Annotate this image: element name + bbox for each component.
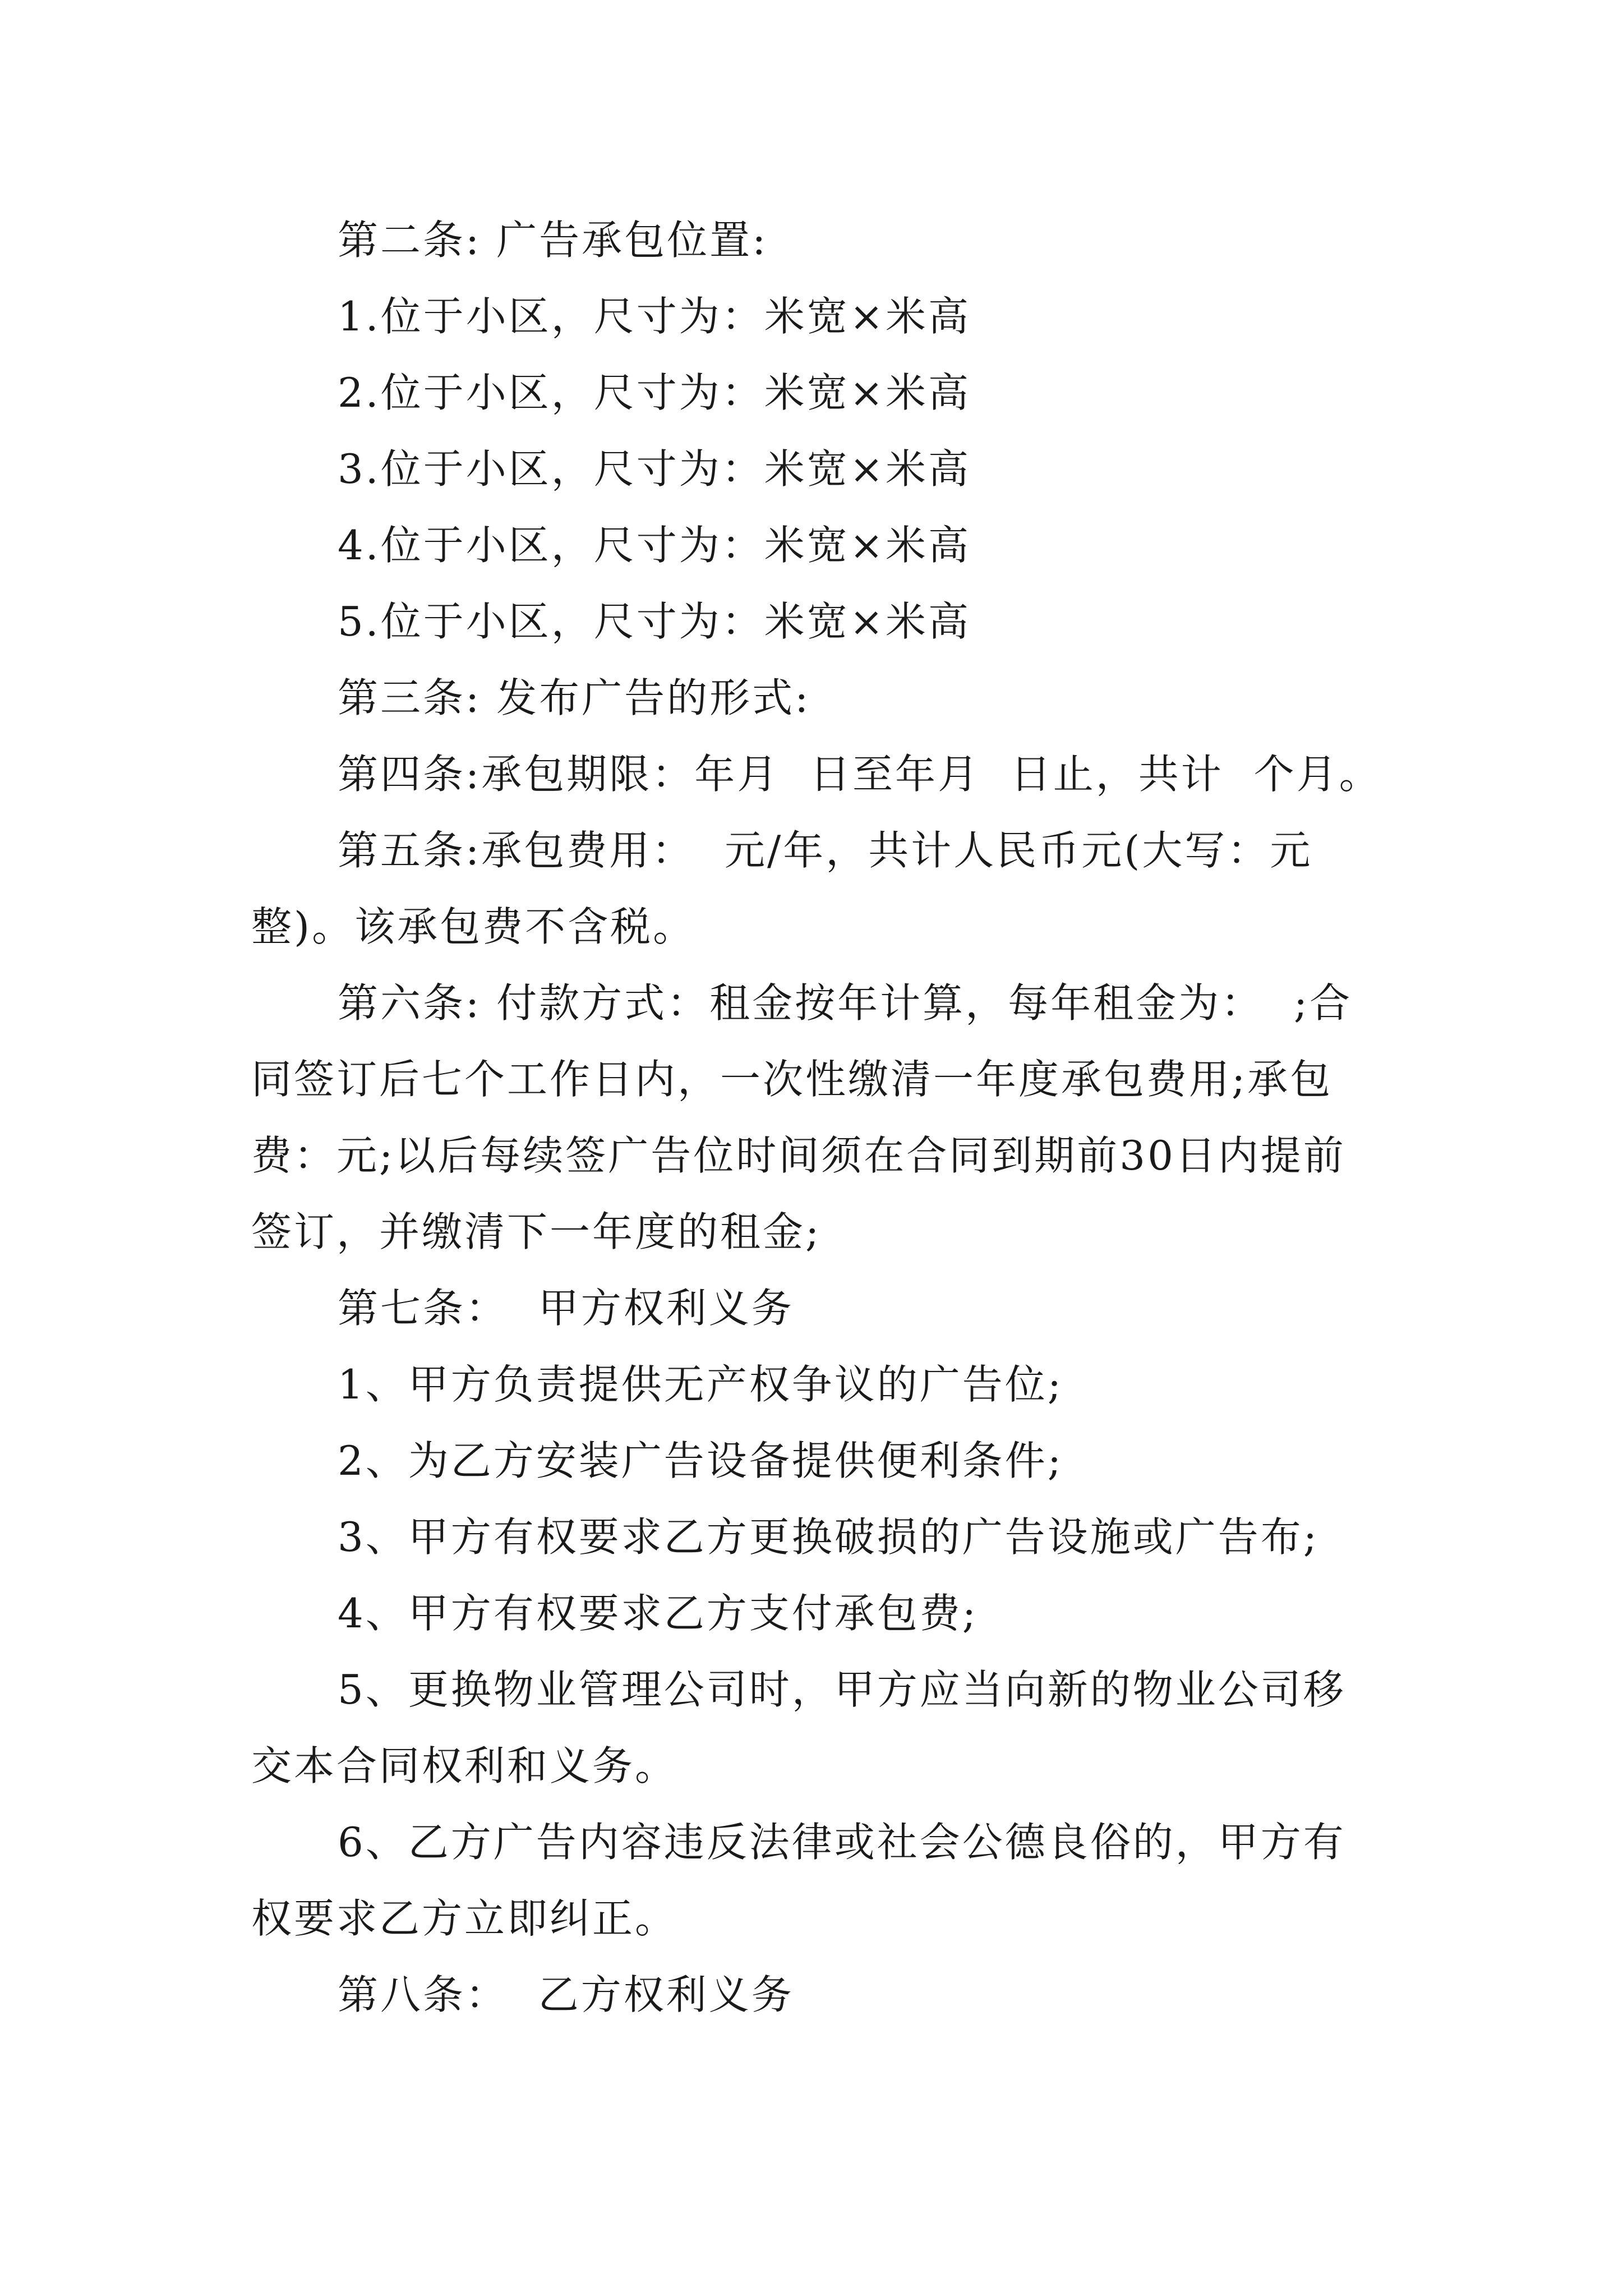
party-a-item-4: 4、甲方有权要求乙方支付承包费; <box>338 1590 979 1637</box>
article-5-fee-cont: 整)。该承包费不含税。 <box>251 903 696 950</box>
party-a-item-2: 2、为乙方安装广告设备提供便利条件; <box>338 1437 1064 1484</box>
location-item-3: 3.位于小区，尺寸为：米宽×米高 <box>338 445 971 493</box>
article-6-payment-cont-1: 同签订后七个工作日内，一次性缴清一年度承包费用;承包 <box>251 1056 1333 1103</box>
party-a-item-5: 5、更换物业管理公司时，甲方应当向新的物业公司移 <box>338 1666 1346 1713</box>
party-a-item-6-cont: 权要求乙方立即纠正。 <box>251 1895 678 1942</box>
location-item-4: 4.位于小区，尺寸为：米宽×米高 <box>338 522 971 569</box>
article-3-heading: 第三条: 发布广告的形式: <box>338 674 811 721</box>
article-4-term: 第四条:承包期限：年月 日至年月 日止，共计 个月。 <box>338 751 1382 798</box>
article-6-payment-cont-2: 费：元;以后每续签广告位时间须在合同到期前30日内提前 <box>251 1132 1346 1179</box>
article-5-fee: 第五条:承包费用： 元/年，共计人民币元(大写：元 <box>338 827 1313 874</box>
article-8-heading: 第八条： 乙方权利义务 <box>338 1971 794 2018</box>
article-6-payment: 第六条: 付款方式：租金按年计算，每年租金为： ;合 <box>338 979 1353 1027</box>
article-2-heading: 第二条: 广告承包位置: <box>338 217 768 264</box>
article-7-heading: 第七条： 甲方权利义务 <box>338 1285 794 1332</box>
location-item-2: 2.位于小区，尺寸为：米宽×米高 <box>338 369 971 416</box>
location-item-1: 1.位于小区，尺寸为：米宽×米高 <box>338 293 971 340</box>
party-a-item-1: 1、甲方负责提供无产权争议的广告位; <box>338 1361 1064 1408</box>
party-a-item-5-cont: 交本合同权利和义务。 <box>251 1742 678 1789</box>
article-6-payment-cont-3: 签订，并缴清下一年度的租金; <box>251 1208 822 1255</box>
party-a-item-3: 3、甲方有权要求乙方更换破损的广告设施或广告布; <box>338 1513 1320 1561</box>
location-item-5: 5.位于小区，尺寸为：米宽×米高 <box>338 598 971 645</box>
party-a-item-6: 6、乙方广告内容违反法律或社会公德良俗的，甲方有 <box>338 1819 1346 1866</box>
